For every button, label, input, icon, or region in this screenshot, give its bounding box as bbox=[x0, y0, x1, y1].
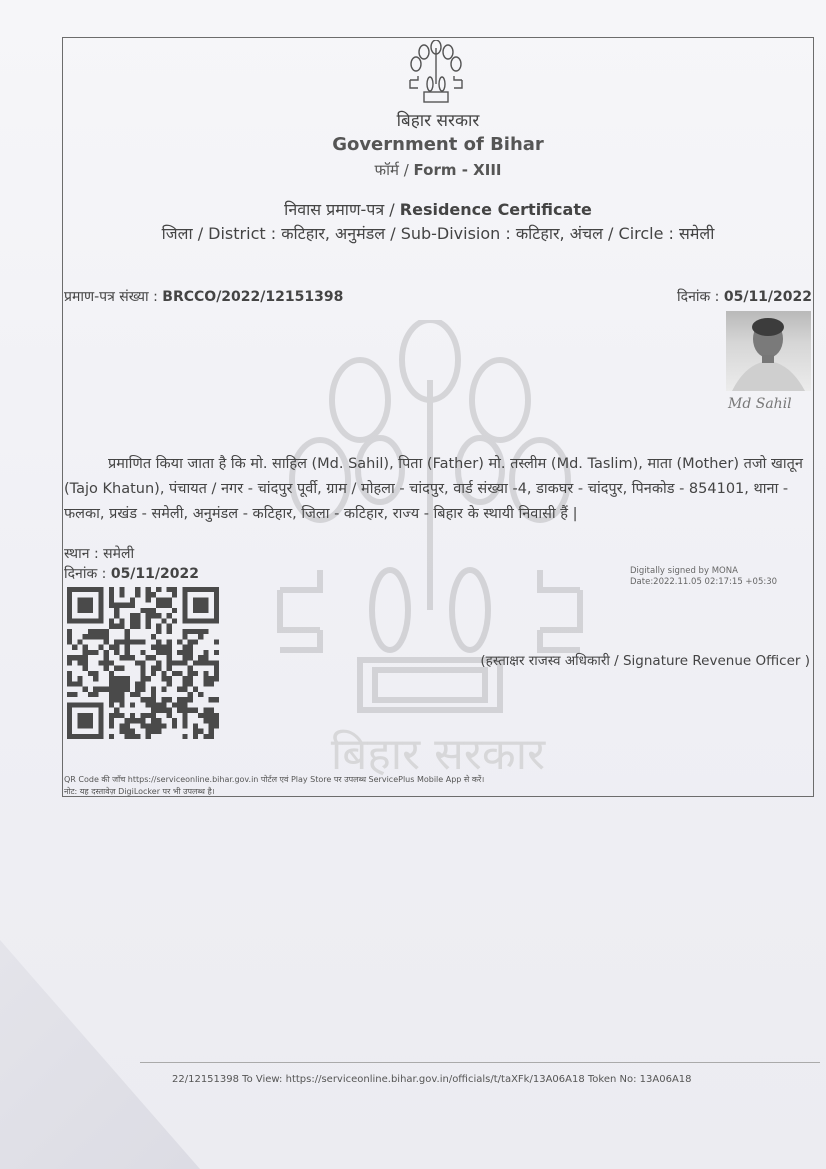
footer-divider bbox=[140, 1062, 820, 1063]
certificate-number: प्रमाण-पत्र संख्या : BRCCO/2022/12151398 bbox=[64, 289, 344, 305]
officer-signature-label: (हस्ताक्षर राजस्व अधिकारी / Signature Revenue Officer ) bbox=[480, 653, 810, 669]
applicant-signature: Md Sahil bbox=[728, 396, 792, 412]
qr-code bbox=[67, 587, 219, 739]
qr-note: QR Code की जाँच https://serviceonline.bihar.gov.in पोर्टल एवं Play Store पर उपलब्ध ServicePlus Mobile App से करें। bbox=[64, 775, 485, 784]
title-english: Government of Bihar bbox=[332, 134, 544, 155]
place: स्थान : समेली bbox=[64, 546, 135, 562]
footer-link: 22/12151398 To View: https://serviceonline.bihar.gov.in/officials/t/taXFk/13A06A18 Token No: 13A06A18 bbox=[172, 1074, 692, 1085]
watermark-text: बिहार सरकार bbox=[330, 729, 546, 780]
place-date: दिनांक : 05/11/2022 bbox=[64, 566, 199, 582]
title-hindi: बिहार सरकार bbox=[396, 111, 480, 131]
form-number: फॉर्म / Form - XIII bbox=[374, 161, 502, 179]
applicant-photo bbox=[726, 311, 811, 391]
certificate-title: निवास प्रमाण-पत्र / Residence Certificate bbox=[284, 200, 592, 219]
digilocker-note: नोट: यह दस्तावेज़ DigiLocker पर भी उपलब्ध है। bbox=[64, 787, 215, 796]
issue-date: दिनांक : 05/11/2022 bbox=[677, 289, 812, 305]
bihar-emblem-watermark bbox=[270, 320, 590, 780]
bihar-emblem-icon bbox=[400, 40, 472, 106]
certificate-body: प्रमाणित किया जाता है कि मो. साहिल (Md. Sahil), पिता (Father) मो. तस्लीम (Md. Taslim), माता (Mother) तजो खातून (Tajo Khatun), पंचायत / नगर - चांदपुर पूर्वी, ग्राम / मोहला - चांदपुर, वार्ड संख्या -4, डाकघर - चांदपुर, पिनकोड - 854101, थाना - फलका, प्रखंड - समेली, अनुमंडल - कटिहार, जिला - कटिहार, राज्य - बिहार के स्थायी निवासी हैं | bbox=[64, 456, 803, 522]
district-line: जिला / District : कटिहार, अनुमंडल / Sub-Division : कटिहार, अंचल / Circle : समेली bbox=[161, 224, 715, 243]
digital-signature: Digitally signed by MONA Date:2022.11.05 02:17:15 +05:30 bbox=[630, 566, 778, 587]
